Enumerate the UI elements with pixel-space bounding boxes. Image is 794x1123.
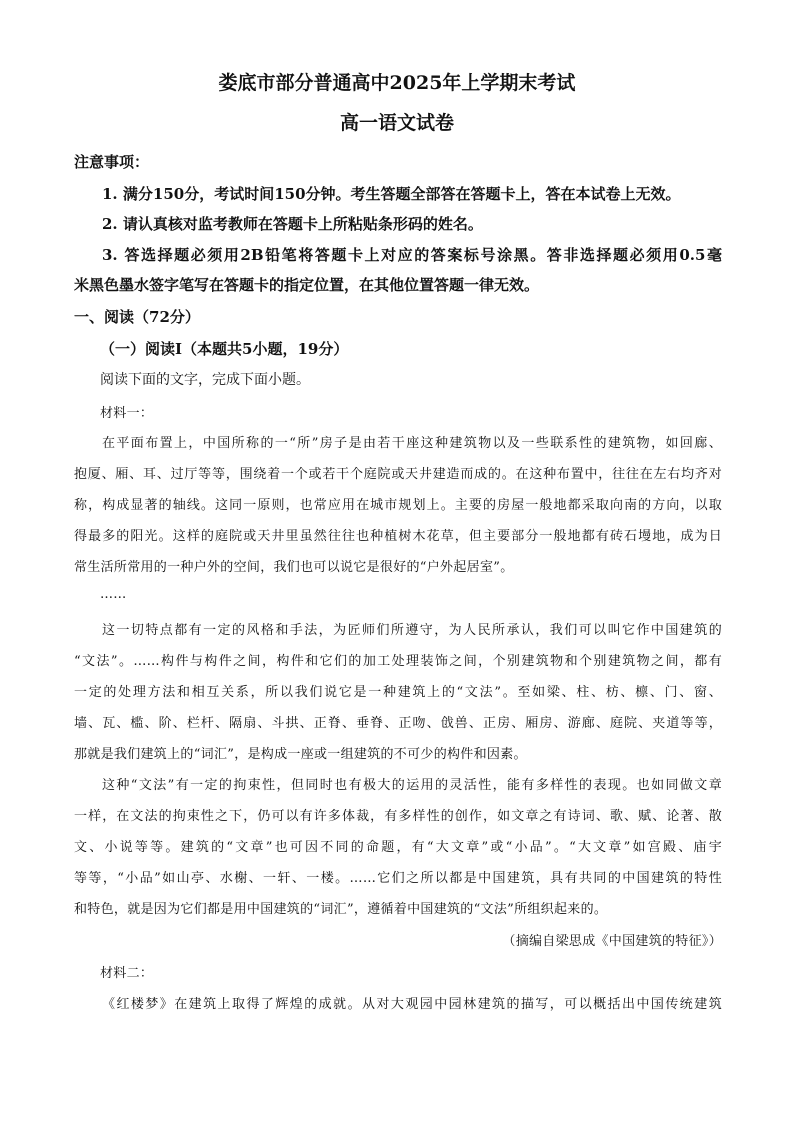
material-label: 材料一：	[100, 406, 154, 421]
passage-line: 一样，在文法的拘束性之下，仍可以有许多体裁，有多样性的创作，如文章之有诗词、歌、赋、论著、散	[74, 809, 722, 824]
notice-item: 2. 请认真核对监考教师在答题卡上所粘贴条形码的姓名。	[102, 215, 483, 233]
passage-line: 常生活所常用的一种户外的空间，我们也可以说它是很好的“户外起居室”。	[74, 560, 514, 575]
passage-line: “文法”。……构件与构件之间，构件和它们的加工处理装饰之间，个别建筑物和个别建筑物之间，都有	[74, 654, 722, 669]
exam-title: 娄底市部分普通高中2025年上学期末考试	[218, 72, 576, 94]
ellipsis: ……	[100, 587, 127, 602]
passage-line: 墙、瓦、槛、阶、栏杆、隔扇、斗拱、正脊、垂脊、正吻、戗兽、正房、厢房、游廊、庭院、夹道等等，	[74, 716, 722, 731]
notice-heading: 注意事项：	[74, 153, 150, 171]
notice-item: 3. 答选择题必须用2B铅笔将答题卡上对应的答案标号涂黑。答非选择题必须用0.5毫	[102, 246, 722, 264]
passage-line: 那就是我们建筑上的“词汇”，是构成一座或一组建筑的不可少的构件和因素。	[74, 747, 527, 762]
notice-item: 米黑色墨水签字笔写在答题卡的指定位置，在其他位置答题一律无效。	[74, 276, 540, 294]
sub-section-heading: （一）阅读Ⅰ（本题共5小题，19分）	[100, 340, 349, 358]
material-label: 材料二：	[100, 966, 154, 981]
passage-line: 称，构成显著的轴线。这同一原则，也常应用在城市规划上。主要的房屋一般地都采取向南的方向，以取	[74, 498, 722, 513]
passage-line: 这种“文法”有一定的拘束性，但同时也有极大的运用的灵活性，能有多样性的表现。也如同做文章	[102, 778, 722, 793]
notice-item: 1. 满分150分，考试时间150分钟。考生答题全部答在答题卡上，答在本试卷上无效。	[102, 185, 681, 203]
exam-subtitle: 高一语文试卷	[339, 112, 454, 134]
section-heading: 一、阅读（72分）	[74, 308, 200, 326]
passage-line: 在平面布置上，中国所称的一“所”房子是由若干座这种建筑物以及一些联系性的建筑物，如回廊、	[102, 436, 722, 451]
passage-line: 和特色，就是因为它们都是用中国建筑的“词汇”，遵循着中国建筑的“文法”所组织起来的。	[74, 902, 608, 917]
passage-line: 抱厦、厢、耳、过厅等等，围绕着一个或若干个庭院或天井建造而成的。在这种布置中，往往在左右均齐对	[74, 467, 722, 482]
passage-line: 一定的处理方法和相互关系，所以我们说它是一种建筑上的“文法”。至如梁、柱、枋、檩、门、窗、	[74, 685, 722, 700]
passage-line: 文、小说等等。建筑的“文章”也可因不同的命题，有“大文章”或“小品”。“大文章”如宫殿、庙宇	[74, 840, 722, 855]
passage-line: 得最多的阳光。这样的庭院或天井里虽然往往也种植树木花草，但主要部分一般地都有砖石墁地，成为日	[74, 529, 722, 544]
passage-line: 《红楼梦》在建筑上取得了辉煌的成就。从对大观园中园林建筑的描写，可以概括出中国传统建筑	[102, 997, 722, 1012]
passage-line: 等等，“小品”如山亭、水榭、一轩、一楼。……它们之所以都是中国建筑，具有共同的中国建筑的特性	[74, 871, 722, 886]
source-citation: （摘编自梁思成《中国建筑的特征》）	[502, 934, 722, 949]
instruction-text: 阅读下面的文字，完成下面小题。	[100, 372, 310, 388]
passage-line: 这一切特点都有一定的风格和手法，为匠师们所遵守，为人民所承认，我们可以叫它作中国建筑的	[102, 623, 722, 638]
